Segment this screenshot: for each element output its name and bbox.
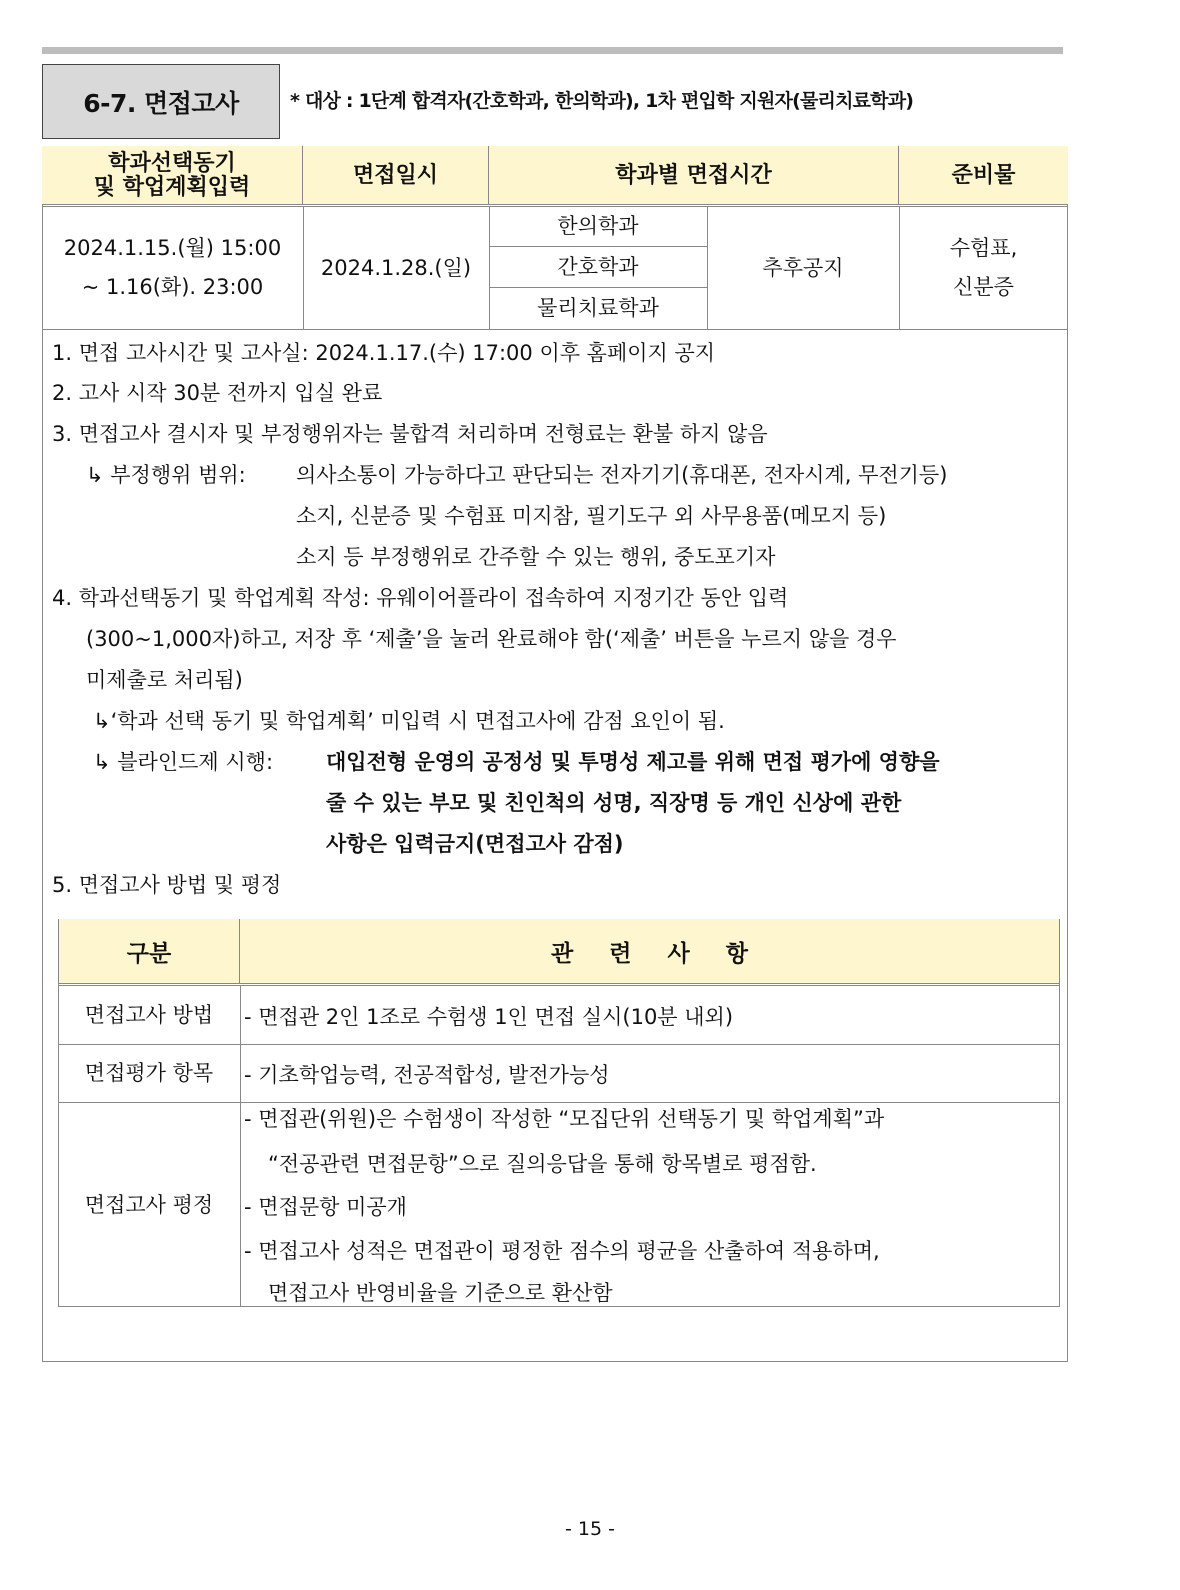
dept-korean-medicine: 한의학과 — [557, 214, 639, 238]
evaluation-items-text: - 기초학업능력, 전공적합성, 발전가능성 — [244, 1063, 610, 1087]
evaluation-items-label: 면접평가 항목 — [84, 1061, 214, 1085]
method-header-category: 구분 — [59, 919, 240, 983]
header-input-period — [42, 146, 303, 205]
dept-physical-therapy: 물리치료학과 — [537, 296, 659, 320]
note-4-sub2-label: ↳ 블라인드제 시행: — [93, 750, 274, 774]
input-period-start: 2024.1.15.(월) 15:00 — [63, 236, 282, 260]
method-header-details: 관 련 사 항 — [240, 919, 1059, 983]
note-1: 1. 면접 고사시간 및 고사실: 2024.1.17.(수) 17:00 이후 홈페이지 공지 — [52, 341, 716, 365]
scoring-label: 면접고사 평정 — [84, 1192, 214, 1217]
note-2: 2. 고사 시작 30분 전까지 입실 완료 — [52, 381, 383, 405]
note-4-line2: (300~1,000자)하고, 저장 후 ‘제출’을 눌러 완료해야 함(‘제출’ 버튼을 누르지 않을 경우 — [86, 627, 897, 651]
note-3-sub-line3: 소지 등 부정행위로 간주할 수 있는 행위, 중도포기자 — [296, 545, 776, 569]
interview-date: 2024.1.28.(일) — [320, 255, 472, 280]
note-3-sub-label: ↳ 부정행위 범위: — [86, 463, 246, 487]
scoring-line-4: - 면접고사 성적은 면접관이 평정한 점수의 평균을 산출하여 적용하며, — [244, 1239, 880, 1263]
section-target: * 대상 : 1단계 합격자(간호학과, 한의학과), 1차 편입학 지원자(물리치료학과) — [290, 90, 914, 112]
header-interview-date: 면접일시 — [303, 146, 489, 205]
method-row-label: 면접고사 방법 — [84, 1002, 214, 1027]
note-4-sub2-line3: 사항은 입력금지(면접고사 감점) — [326, 832, 624, 856]
note-4-line1: 4. 학과선택동기 및 학업계획 작성: 유웨이어플라이 접속하여 지정기간 동안 입력 — [52, 586, 789, 610]
note-5: 5. 면접고사 방법 및 평정 — [52, 873, 282, 897]
scoring-line-5: 면접고사 반영비율을 기준으로 환산함 — [268, 1281, 613, 1305]
page-number: - 15 - — [565, 1518, 615, 1540]
header-input-line2: 및 학업계획입력 — [93, 174, 251, 200]
materials — [899, 207, 1068, 329]
materials-line2: 신분증 — [953, 275, 1014, 299]
materials-line1: 수험표, — [949, 236, 1018, 260]
header-materials: 준비물 — [899, 146, 1068, 205]
section-title: 6-7. 면접고사 — [42, 64, 280, 139]
input-period-end: ~ 1.16(화). 23:00 — [81, 275, 264, 299]
input-period — [42, 207, 303, 329]
header-input-line1: 학과선택동기 — [108, 150, 236, 176]
scoring-line-1: - 면접관(위원)은 수험생이 작성한 “모집단위 선택동기 및 학업계획”과 — [244, 1107, 885, 1131]
method-col-line — [240, 986, 241, 1307]
dept-nursing: 간호학과 — [557, 254, 639, 279]
scoring-line-3: - 면접문항 미공개 — [244, 1195, 407, 1219]
top-rule — [42, 47, 1063, 54]
header-interview-time: 학과별 면접시간 — [489, 146, 899, 205]
note-3: 3. 면접고사 결시자 및 부정행위자는 불합격 처리하며 전형료는 환불 하지 않음 — [52, 422, 768, 446]
table-bottom — [42, 329, 1068, 330]
method-row-text: - 면접관 2인 1조로 수험생 1인 면접 실시(10분 내외) — [244, 1005, 734, 1029]
note-4-sub1: ↳‘학과 선택 동기 및 학업계획’ 미입력 시 면접고사에 감점 요인이 됨. — [93, 709, 725, 733]
scoring-line-2: “전공관련 면접문항”으로 질의응답을 통해 항목별로 평점함. — [268, 1152, 817, 1176]
note-4-sub2-line1: 대입전형 운영의 공정성 및 투명성 제고를 위해 면접 평가에 영향을 — [326, 750, 940, 774]
note-4-sub2-line2: 줄 수 있는 부모 및 친인척의 성명, 직장명 등 개인 신상에 관한 — [326, 791, 902, 815]
note-3-sub-line1: 의사소통이 가능하다고 판단되는 전자기기(휴대폰, 전자시계, 무전기등) — [296, 463, 948, 487]
note-4-line3: 미제출로 처리됨) — [86, 668, 243, 692]
note-3-sub-line2: 소지, 신분증 및 수험표 미지참, 필기도구 외 사무용품(메모지 등) — [296, 504, 887, 528]
interview-time: 추후공지 — [762, 255, 844, 280]
